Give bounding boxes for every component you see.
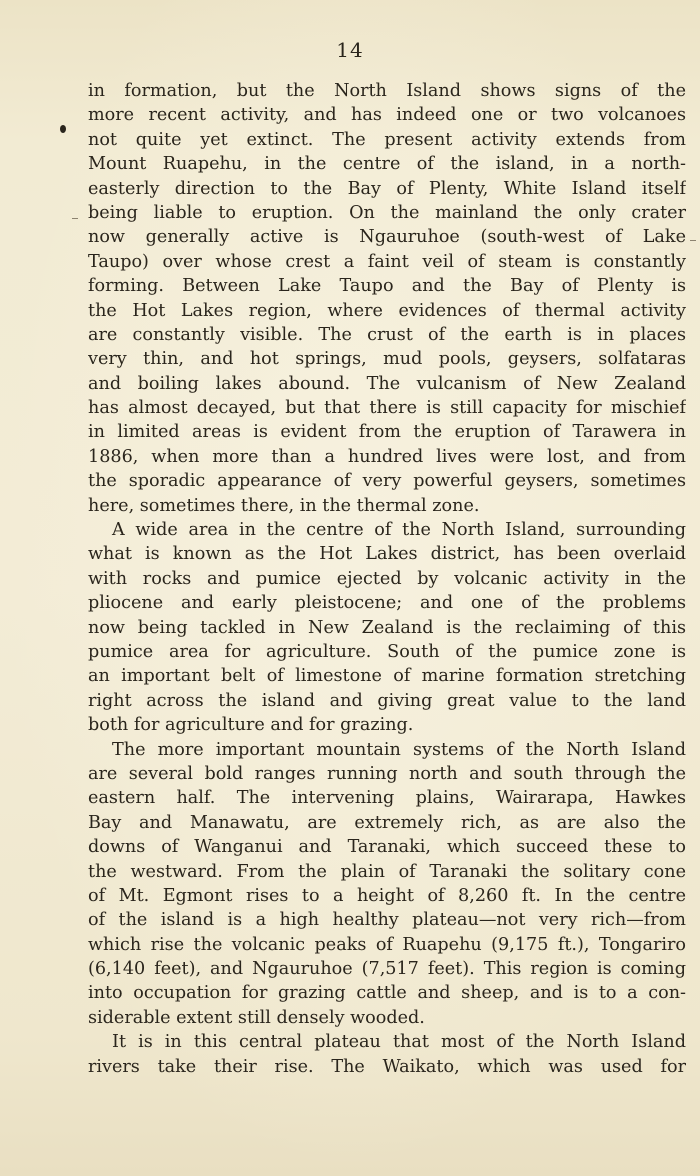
text-line: into occupation for grazing cattle and sheep, and is to a con-	[88, 983, 686, 1004]
text-line: being liable to eruption. On the mainland the only crater	[88, 202, 686, 223]
margin-mark	[72, 218, 78, 219]
text-line: downs of Wanganui and Taranaki, which succeed these to	[88, 837, 686, 858]
text-line: A wide area in the centre of the North Island, surrounding	[112, 520, 686, 541]
text-line: what is known as the Hot Lakes district, has been overlaid	[88, 544, 686, 565]
text-line: the Hot Lakes region, where evidences of thermal activity	[88, 300, 686, 321]
text-line: in limited areas is evident from the eruption of Tarawera in	[88, 422, 686, 443]
text-line: more recent activity, and has indeed one or two volcanoes	[88, 105, 686, 126]
body-text	[88, 79, 686, 1079]
text-line: which rise the volcanic peaks of Ruapehu (9,175 ft.), Tongariro	[88, 934, 686, 955]
text-line: siderable extent still densely wooded.	[88, 1007, 425, 1028]
page-number: 14	[336, 38, 364, 62]
text-line: Mount Ruapehu, in the centre of the island, in a north-	[88, 154, 686, 175]
text-line: eastern half. The intervening plains, Wairarapa, Hawkes	[88, 788, 686, 809]
text-line: both for agriculture and for grazing.	[88, 715, 414, 736]
text-line: now generally active is Ngauruhoe (south-west of Lake	[88, 227, 686, 248]
text-line: an important belt of limestone of marine formation stretching	[88, 666, 686, 687]
ink-speck	[60, 125, 66, 133]
text-line: with rocks and pumice ejected by volcanic activity in the	[88, 568, 686, 589]
text-line: 1886, when more than a hundred lives were lost, and from	[88, 446, 686, 467]
text-line: and boiling lakes abound. The vulcanism of New Zealand	[88, 373, 686, 394]
text-line: easterly direction to the Bay of Plenty, White Island itself	[88, 178, 686, 199]
text-line: forming. Between Lake Taupo and the Bay of Plenty is	[88, 276, 686, 297]
text-line: of the island is a high healthy plateau—not very rich—from	[88, 910, 686, 931]
text-line: now being tackled in New Zealand is the reclaiming of this	[88, 617, 686, 638]
text-line: very thin, and hot springs, mud pools, geysers, solfataras	[88, 349, 686, 370]
text-line: the westward. From the plain of Taranaki the solitary cone	[88, 861, 686, 882]
text-line: not quite yet extinct. The present activity extends from	[88, 129, 686, 150]
text-line: (6,140 feet), and Ngauruhoe (7,517 feet). This region is coming	[88, 959, 686, 980]
text-line: are constantly visible. The crust of the earth is in places	[88, 324, 686, 345]
margin-mark	[690, 240, 696, 241]
text-line: pliocene and early pleistocene; and one of the problems	[88, 593, 686, 614]
text-line: are several bold ranges running north and south through the	[88, 763, 686, 784]
text-line: Bay and Manawatu, are extremely rich, as are also the	[88, 812, 686, 833]
text-line: the sporadic appearance of very powerful geysers, sometimes	[88, 471, 686, 492]
text-line: Taupo) over whose crest a faint veil of steam is constantly	[88, 251, 686, 272]
text-line: The more important mountain systems of the North Island	[112, 739, 686, 760]
text-line: here, sometimes there, in the thermal zone.	[88, 495, 480, 516]
text-line: right across the island and giving great value to the land	[88, 690, 686, 711]
text-line: It is in this central plateau that most of the North Island	[112, 1032, 686, 1053]
text-line: of Mt. Egmont rises to a height of 8,260 ft. In the centre	[88, 885, 686, 906]
text-line: in formation, but the North Island shows signs of the	[88, 81, 686, 101]
text-line: rivers take their rise. The Waikato, which was used for	[88, 1056, 686, 1077]
text-line: has almost decayed, but that there is still capacity for mischief	[88, 398, 686, 419]
text-line: pumice area for agriculture. South of the pumice zone is	[88, 641, 686, 662]
